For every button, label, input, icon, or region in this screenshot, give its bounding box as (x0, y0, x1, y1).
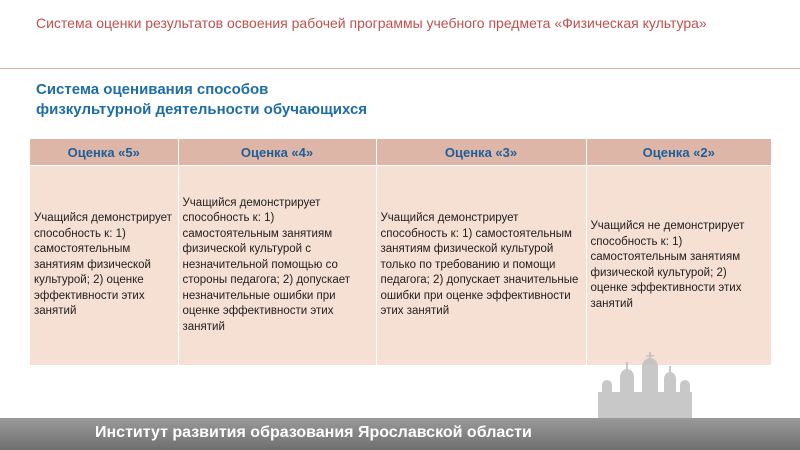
header-grade-3: Оценка «3» (376, 139, 586, 166)
footer-institution-name: Институт развития образования Ярославской области (95, 424, 532, 441)
grading-table (30, 139, 771, 365)
table-header-row (30, 139, 771, 166)
header-grade-5: Оценка «5» (30, 139, 178, 166)
cell-grade-3: Учащийся демонстрирует способность к: 1) самостоятельным занятиям физической культурой только по требованию и помощи педагога; 2) допускает значительные ошибки при оценке эффективности этих занятий (376, 166, 586, 366)
slide-title: Система оценки результатов освоения рабочей программы учебного предмета «Физическая культура» (36, 15, 707, 31)
title-divider (0, 68, 800, 69)
church-silhouette-icon (590, 352, 700, 418)
cell-grade-2: Учащийся не демонстрирует способность к: 1) самостоятельным занятиям физической культурой; 2) оценке эффективности этих занятий (586, 166, 771, 366)
subtitle-line-2: физкультурной деятельности обучающихся (36, 101, 368, 118)
cell-grade-4: Учащийся демонстрирует способность к: 1) самостоятельным занятиям физической культурой с незначительной помощью со стороны педагога; 2) допускает незначительные ошибки при оценке эффективности этих занятий (178, 166, 376, 366)
header-grade-4: Оценка «4» (178, 139, 376, 166)
footer-bar (0, 418, 800, 450)
table-row (30, 166, 771, 366)
section-subtitle (36, 80, 536, 120)
header-grade-2: Оценка «2» (586, 139, 771, 166)
cell-grade-5: Учащийся демонстрирует способность к: 1) самостоятельным занятиям физической культурой; 2) оценке эффективности этих занятий (30, 166, 178, 366)
subtitle-line-1: Система оценивания способов (36, 81, 269, 98)
